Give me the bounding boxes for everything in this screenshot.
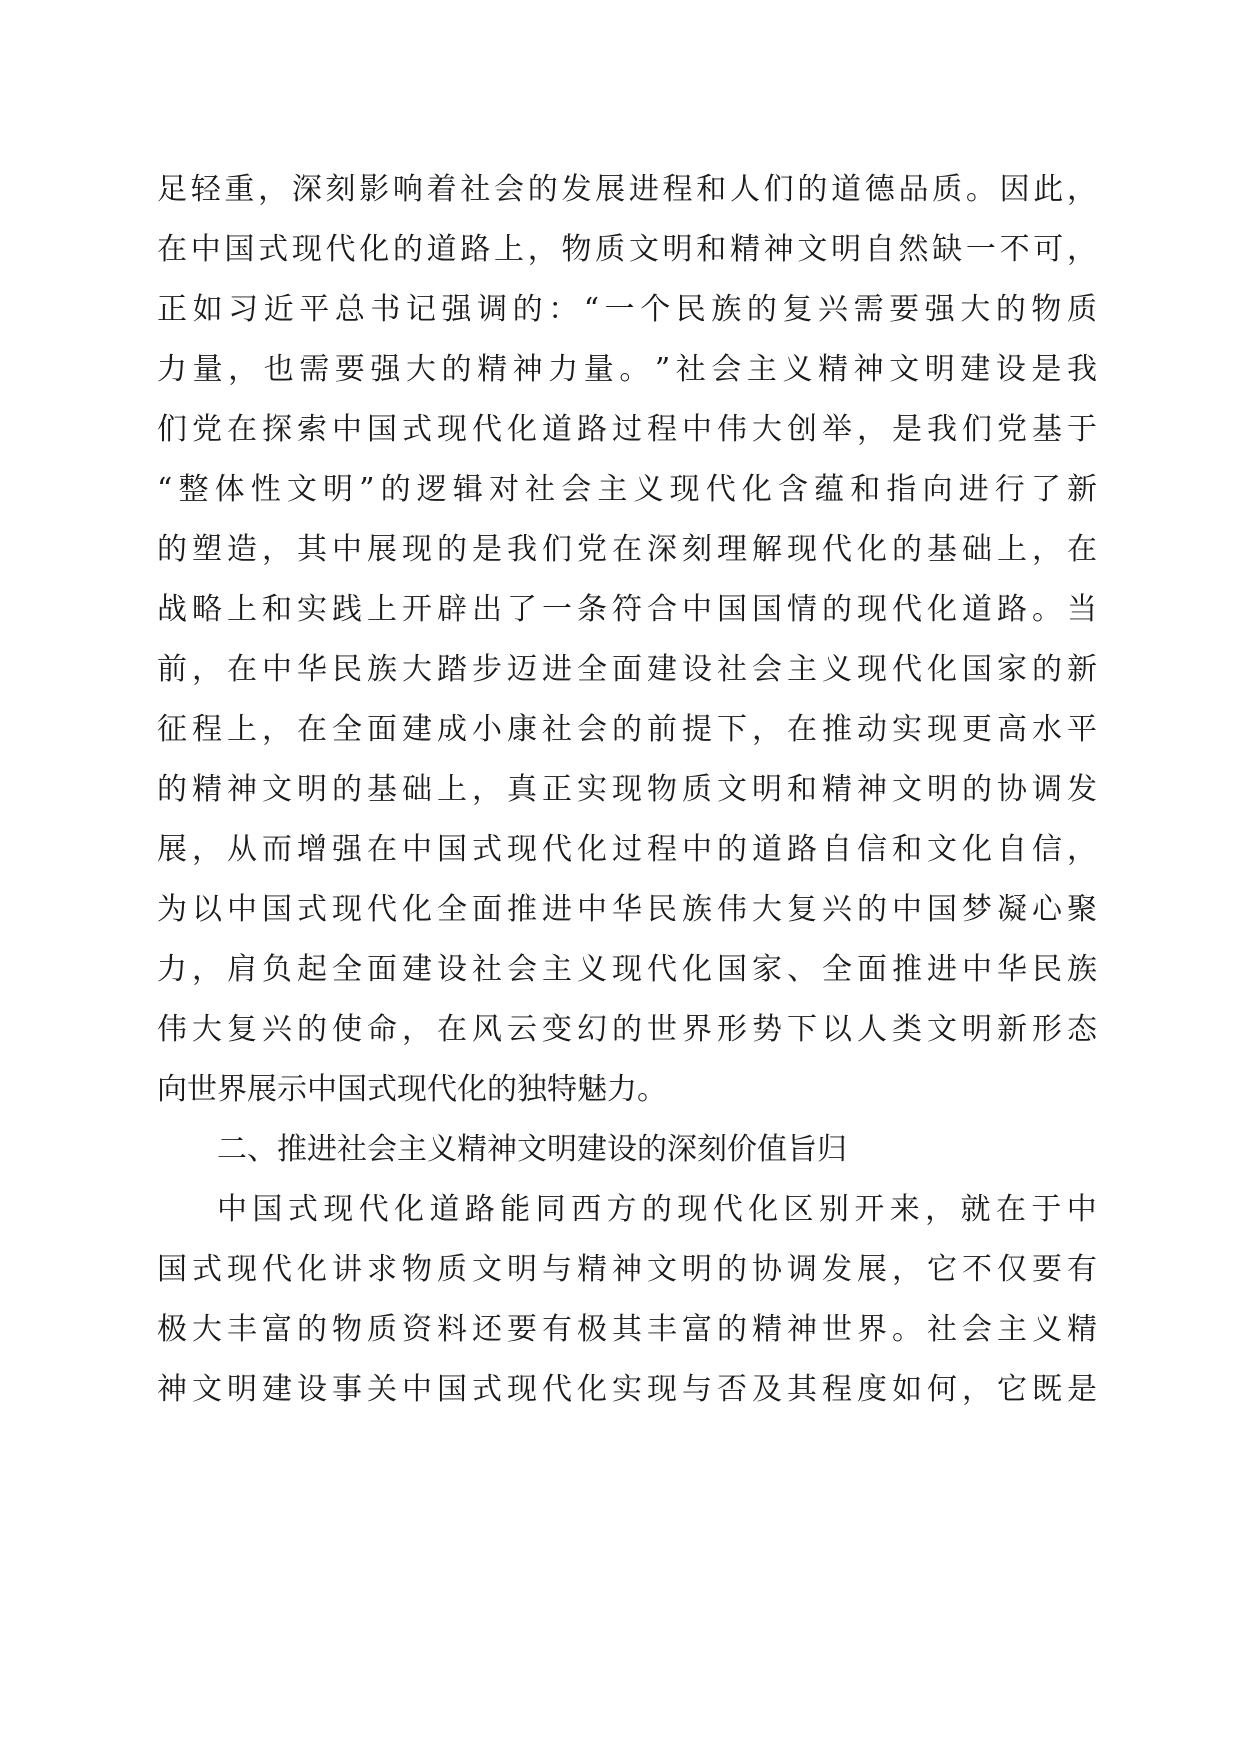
paragraph1-line-11: 的 精 神 文 明 的 基 础 上 ， 真 正 实 现 物 质 文 明 和 精 神 文 明 的 协 调 发 (157, 772, 1097, 807)
paragraph1-line-6: “ 整 体 性 文 明 ” 的 逻 辑 对 社 会 主 义 现 代 化 含 蕴 和 指 向 进 行 了 新 (157, 472, 1097, 507)
paragraph1-line-12: 展 ， 从 而 增 强 在 中 国 式 现 代 化 过 程 中 的 道 路 自 信 和 文 化 自 信 ， (157, 832, 1097, 867)
paragraph2-line-4: 神 文 明 建 设 事 关 中 国 式 现 代 化 实 现 与 否 及 其 程 度 如 何 ， 它 既 是 (157, 1372, 1097, 1407)
paragraph1-line-9: 前 ， 在 中 华 民 族 大 踏 步 迈 进 全 面 建 设 社 会 主 义 现 代 化 国 家 的 新 (157, 652, 1097, 687)
paragraph1-line-2: 在 中 国 式 现 代 化 的 道 路 上 ， 物 质 文 明 和 精 神 文 明 自 然 缺 一 不 可 ， (157, 232, 1097, 267)
paragraph2-line-3: 极 大 丰 富 的 物 质 资 料 还 要 有 极 其 丰 富 的 精 神 世 界 。 社 会 主 义 精 (157, 1312, 1097, 1347)
section-heading: 二、推进社会主义精神文明建设的深刻价值旨归 (217, 1132, 847, 1167)
paragraph1-line-1: 足 轻 重 ， 深 刻 影 响 着 社 会 的 发 展 进 程 和 人 们 的 道 德 品 质 。 因 此 ， (157, 172, 1097, 207)
paragraph1-line-10: 征 程 上 ， 在 全 面 建 成 小 康 社 会 的 前 提 下 ， 在 推 动 实 现 更 高 水 平 (157, 712, 1097, 747)
paragraph1-line-8: 战 略 上 和 实 践 上 开 辟 出 了 一 条 符 合 中 国 国 情 的 现 代 化 道 路 。 当 (157, 592, 1097, 627)
paragraph2-line-1: 中 国 式 现 代 化 道 路 能 同 西 方 的 现 代 化 区 别 开 来 ， 就 在 于 中 (217, 1192, 1097, 1227)
paragraph1-line-5: 们 党 在 探 索 中 国 式 现 代 化 道 路 过 程 中 伟 大 创 举 ， 是 我 们 党 基 于 (157, 412, 1097, 447)
paragraph1-line-14: 力 ， 肩 负 起 全 面 建 设 社 会 主 义 现 代 化 国 家 、 全 面 推 进 中 华 民 族 (157, 952, 1097, 987)
paragraph1-line-7: 的 塑 造 ， 其 中 展 现 的 是 我 们 党 在 深 刻 理 解 现 代 化 的 基 础 上 ， 在 (157, 532, 1097, 567)
paragraph1-line-3: 正 如 习 近 平 总 书 记 强 调 的 ： “ 一 个 民 族 的 复 兴 需 要 强 大 的 物 质 (157, 292, 1097, 327)
paragraph1-line-16: 向世界展示中国式现代化的独特魅力。 (157, 1072, 667, 1107)
paragraph1-line-13: 为 以 中 国 式 现 代 化 全 面 推 进 中 华 民 族 伟 大 复 兴 的 中 国 梦 凝 心 聚 (157, 892, 1097, 927)
paragraph1-line-4: 力 量 ， 也 需 要 强 大 的 精 神 力 量 。 ” 社 会 主 义 精 神 文 明 建 设 是 我 (157, 352, 1097, 387)
paragraph2-line-2: 国 式 现 代 化 讲 求 物 质 文 明 与 精 神 文 明 的 协 调 发 展 ， 它 不 仅 要 有 (157, 1252, 1097, 1287)
paragraph1-line-15: 伟 大 复 兴 的 使 命 ， 在 风 云 变 幻 的 世 界 形 势 下 以 人 类 文 明 新 形 态 (157, 1012, 1097, 1047)
document-body (157, 160, 1097, 1420)
